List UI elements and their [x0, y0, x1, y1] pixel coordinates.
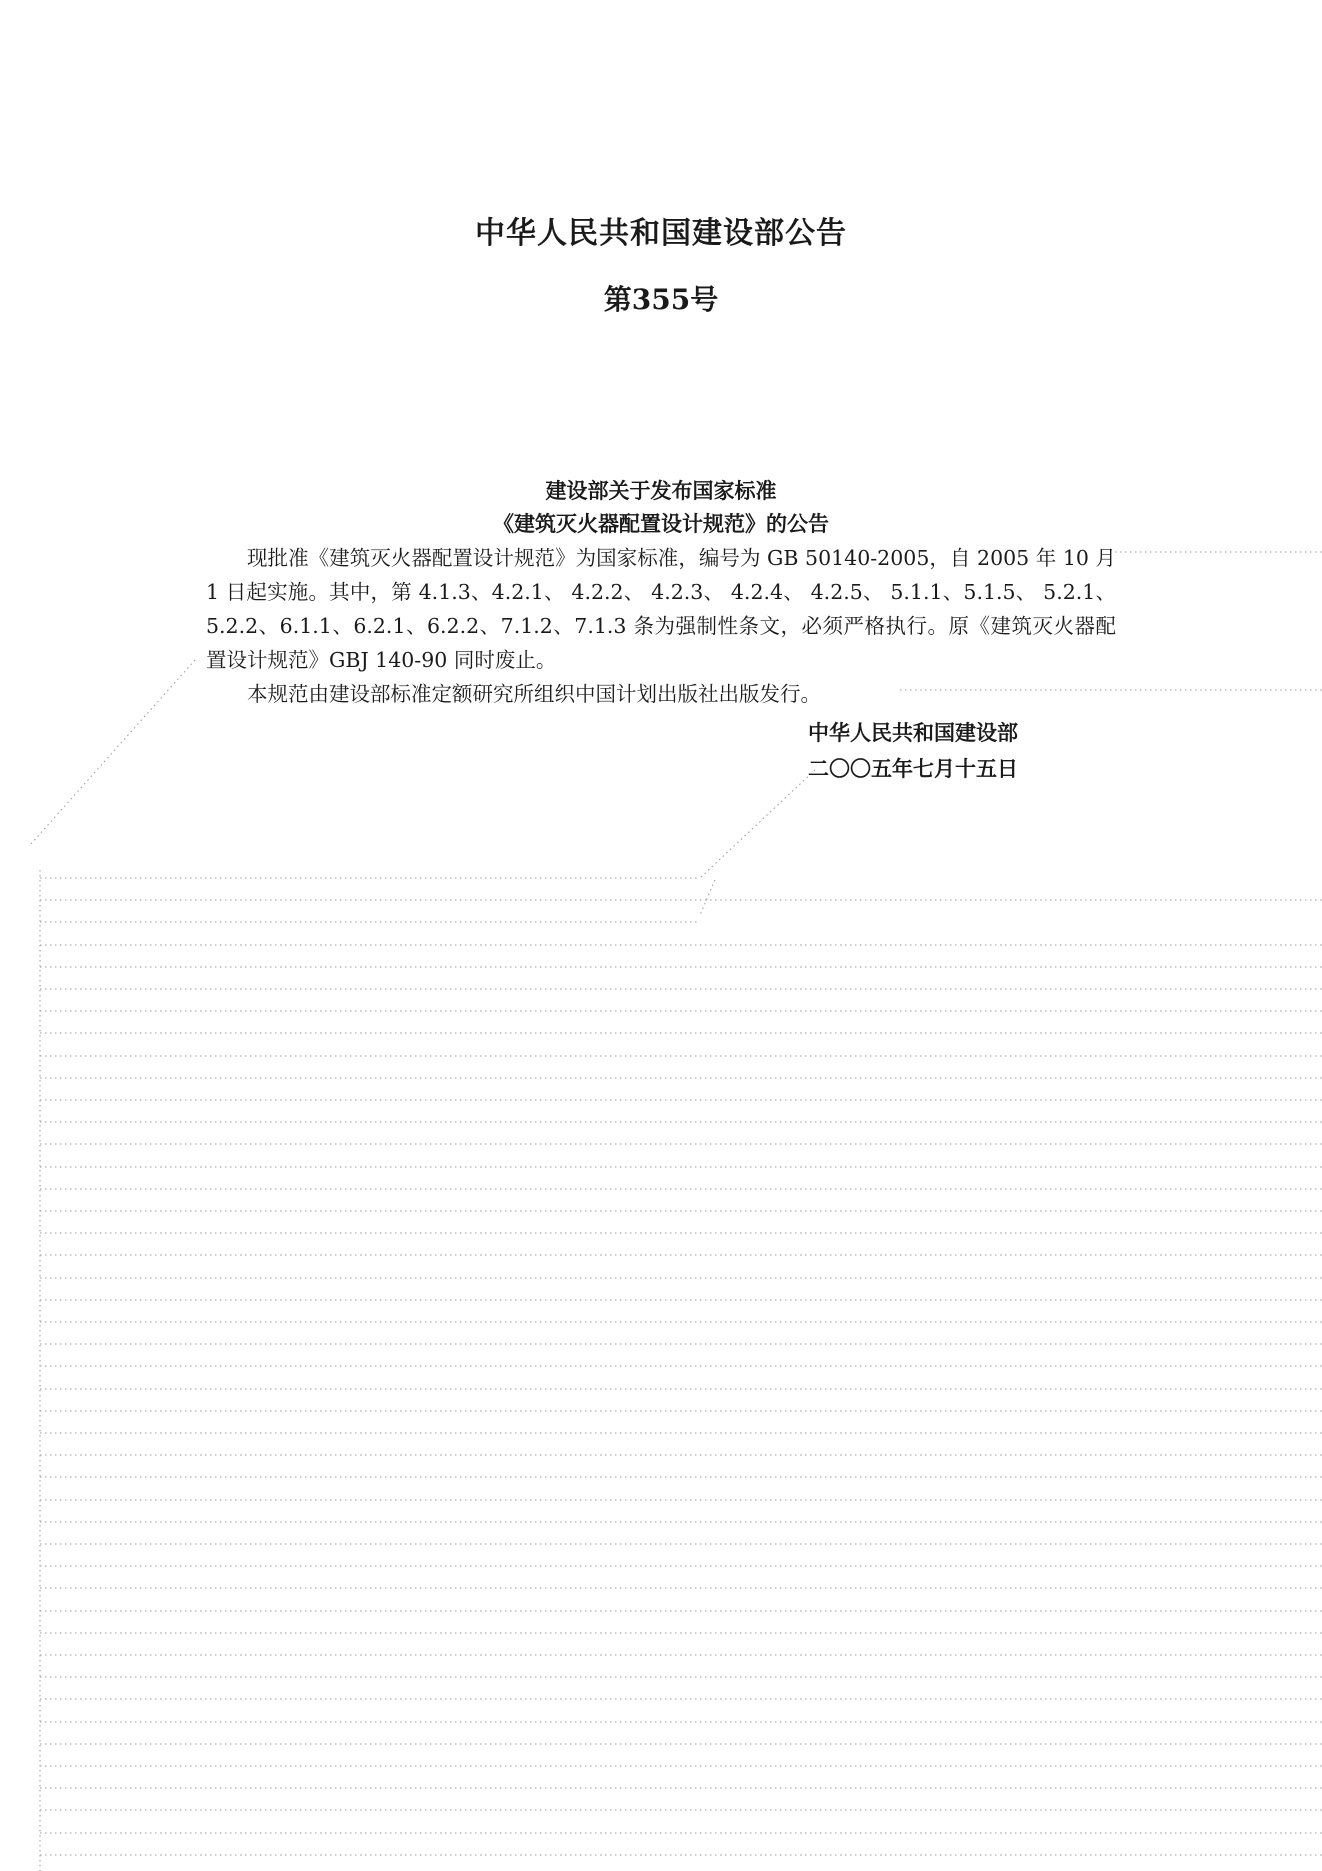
body-paragraph-approval: 现批准《建筑灭火器配置设计规范》为国家标准，编号为 GB 50140-2005，自 2005 年 10 月 1 日起实施。其中，第 4.1.3、4.2.1、 4.2.2、 4.2.3、 4.2.4、 4.2.5、 5.1.1、5.1.5、 5.2.1、5.2.2、6.1.1、6.2.1、6.2.2、7.1.2、7.1.3 条为强制性条文，必须严格执行。原《建筑灭火器配置设计规范》GBJ 140-90 同时废止。: [206, 546, 1116, 672]
issuer-signature: 中华人民共和国建设部: [808, 720, 1018, 745]
issue-date: 二〇〇五年七月十五日: [808, 756, 1018, 781]
announcement-title-line-1: 建设部关于发布国家标准: [545, 478, 777, 503]
body-paragraph-publisher: 本规范由建设部标准定额研究所组织中国计划出版社出版发行。: [247, 682, 821, 706]
announcement-body: [206, 541, 1116, 711]
page-title: 中华人民共和国建设部公告: [475, 216, 847, 251]
announcement-title-line-2: 《建筑灭火器配置设计规范》的公告: [493, 511, 829, 536]
notice-number: 第355号: [603, 283, 719, 316]
